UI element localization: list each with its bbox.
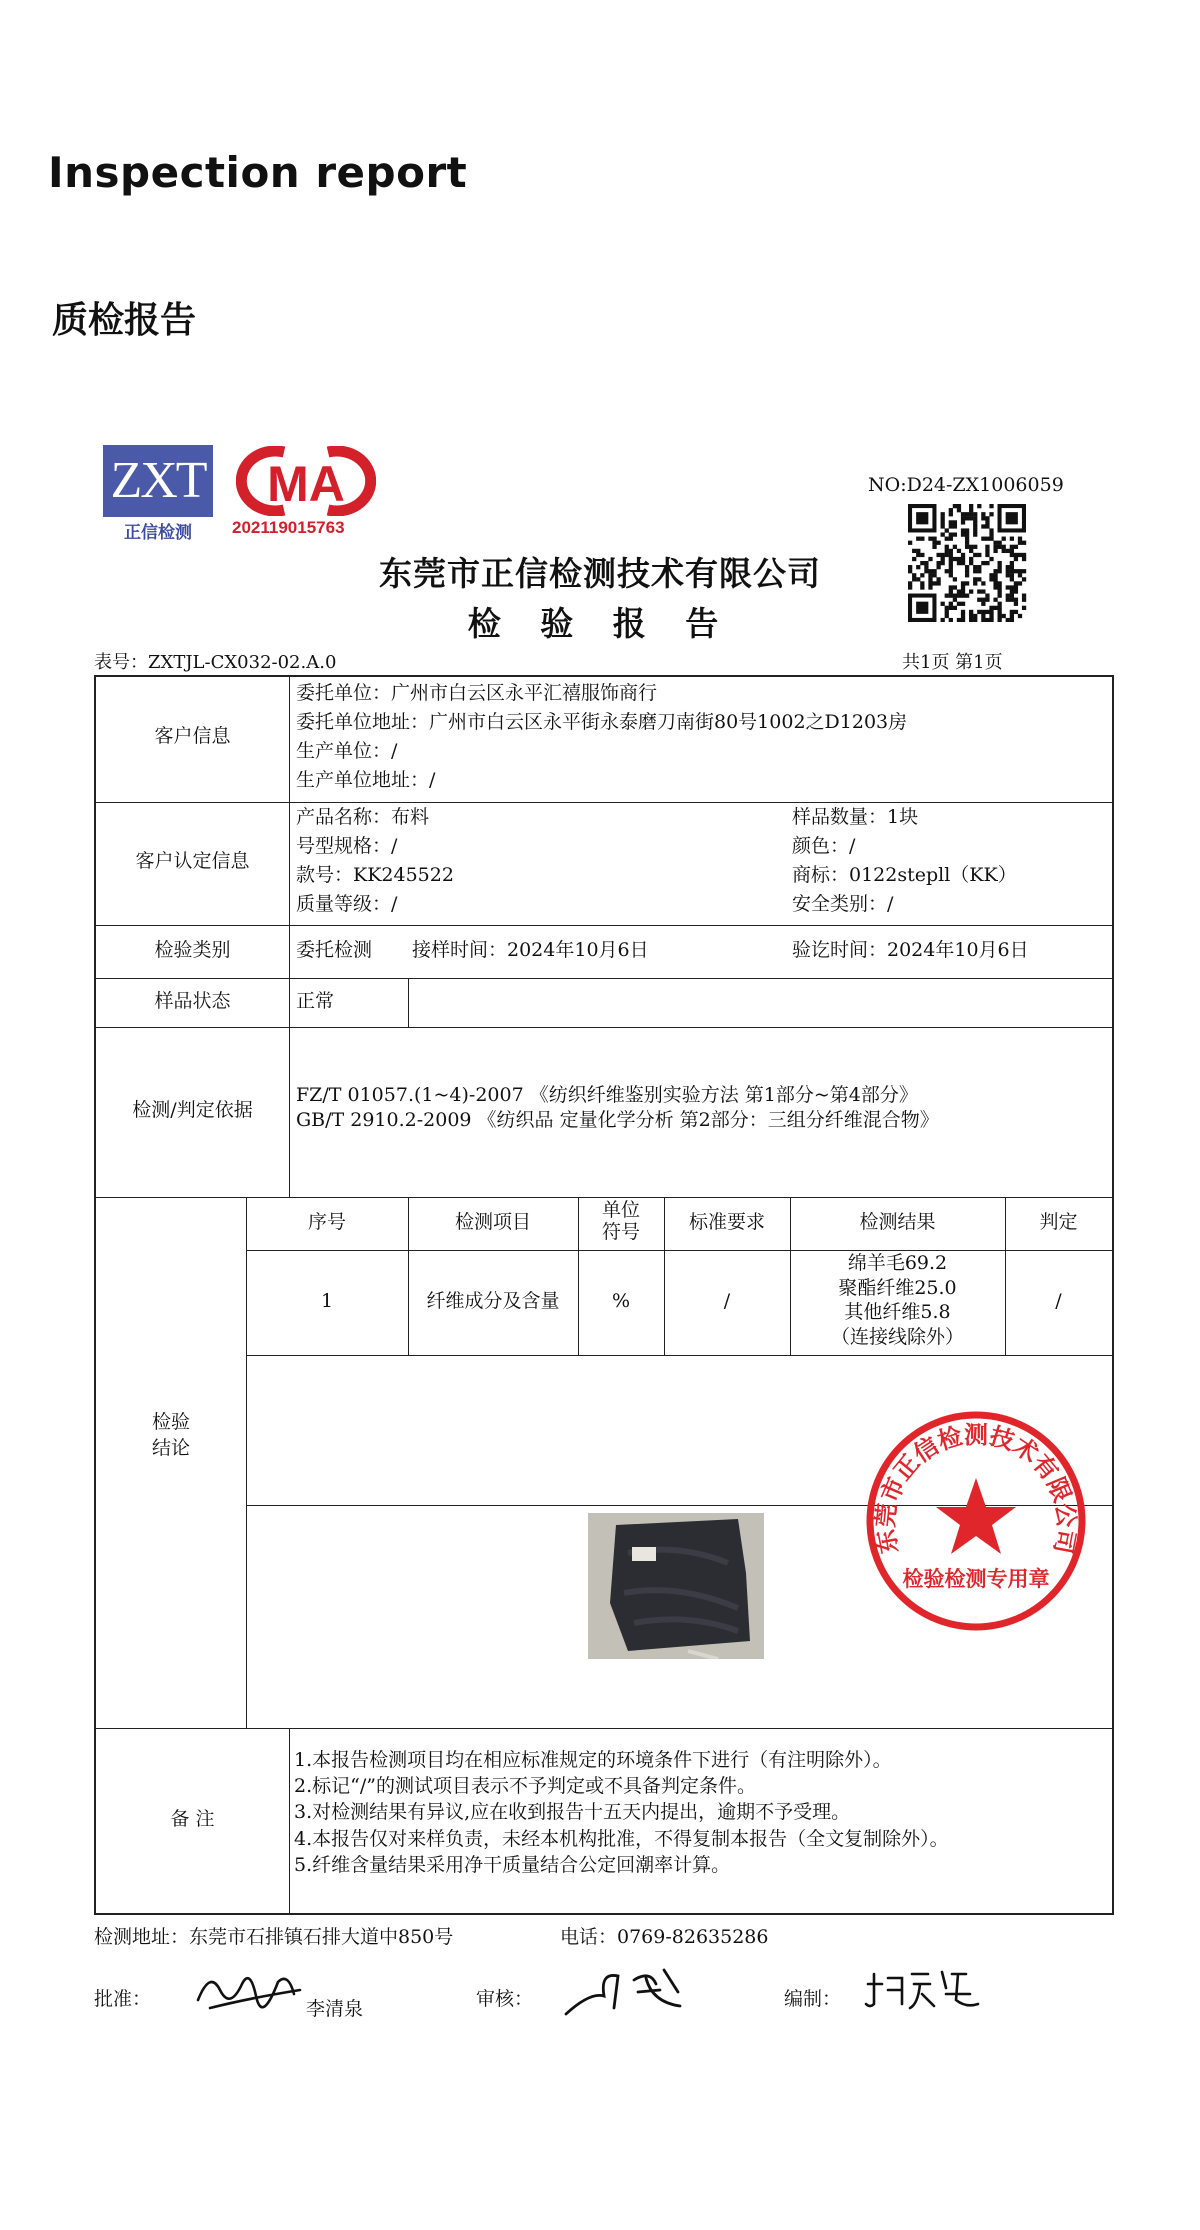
report-number: NO:D24-ZX1006059	[868, 474, 1064, 496]
result-line-3: 其他纤维5.8	[844, 1301, 951, 1324]
product-spec: 号型规格：/	[296, 835, 398, 857]
sample-state: 正常	[296, 990, 335, 1012]
sample-quantity: 样品数量：1块	[792, 806, 919, 828]
row-no: 1	[320, 1290, 334, 1312]
basis-standard-1: FZ/T 01057.(1~4)-2007 《纺织纤维鉴别实验方法 第1部分~第4部分》	[296, 1084, 918, 1106]
header-verdict: 判定	[1039, 1211, 1078, 1233]
inspection-type: 委托检测	[296, 939, 373, 961]
producer-address: 生产单位地址：/	[296, 769, 436, 791]
page-heading-cn: 质检报告	[52, 300, 197, 341]
header-no: 序号	[307, 1211, 346, 1233]
product-info-label: 客户认定信息	[135, 850, 250, 872]
safety-category: 安全类别：/	[792, 893, 894, 915]
zxt-logo-name: 正信检测	[124, 523, 192, 543]
page-info: 共1页 第1页	[902, 652, 1003, 673]
cma-logo	[236, 446, 376, 516]
result-line-2: 聚酯纤维25.0	[838, 1276, 957, 1299]
cma-logo-mark: MA	[267, 456, 345, 512]
page-heading-en: Inspection report	[48, 148, 468, 197]
stamp-ring-text: 东莞市正信检测技术有限公司	[870, 1419, 1082, 1557]
result-line-1: 绵羊毛69.2	[847, 1252, 948, 1274]
product-name: 产品名称：布料	[296, 806, 430, 828]
row-standard: /	[723, 1290, 731, 1312]
remark-item: 2.标记“/”的测试项目表示不予判定或不具备判定条件。	[294, 1775, 756, 1798]
producer: 生产单位：/	[296, 740, 398, 762]
conclusion-label-line2: 结论	[151, 1436, 190, 1459]
basis-label: 检测/判定依据	[132, 1099, 253, 1121]
client-info-label: 客户信息	[154, 725, 231, 747]
stamp-center-text: 检验检测专用章	[902, 1566, 1050, 1591]
form-number: 表号：ZXTJL-CX032-02.A.0	[94, 652, 337, 673]
sample-photo	[588, 1513, 764, 1659]
lab-address: 检测地址：东莞市石排镇石排大道中850号	[94, 1926, 454, 1948]
client-unit: 委托单位：广州市白云区永平汇禧服饰商行	[296, 682, 658, 704]
trademark: 商标：0122stepll（KK）	[792, 864, 1017, 886]
compile-label: 编制：	[784, 1988, 842, 2010]
remark-item: 1.本报告检测项目均在相应标准规定的环境条件下进行（有注明除外）。	[294, 1749, 892, 1771]
remark-item: 5.纤维含量结果采用净干质量结合公定回潮率计算。	[294, 1853, 731, 1876]
remark-item: 4.本报告仅对来样负责，未经本机构批准，不得复制本报告（全文复制除外）。	[294, 1827, 949, 1850]
product-color: 颜色：/	[792, 835, 856, 857]
lab-phone: 电话：0769-82635286	[560, 1926, 769, 1948]
report-title: 检 验 报 告	[467, 604, 733, 643]
remark-item: 3.对检测结果有异议,应在收到报告十五天内提出，逾期不予受理。	[294, 1801, 851, 1824]
header-unit	[578, 1200, 664, 1244]
conclusion-label-line1: 检验	[151, 1411, 190, 1433]
basis-standard-2: GB/T 2910.2-2009 《纺织品 定量化学分析 第2部分：三组分纤维混合物》	[296, 1109, 939, 1131]
header-item: 检测项目	[454, 1211, 531, 1233]
cma-number: 202119015763	[232, 518, 345, 537]
zxt-logo: ZXT	[103, 445, 213, 517]
completed-date: 验讫时间：2024年10月6日	[792, 939, 1029, 961]
remarks-label: 备 注	[170, 1808, 215, 1830]
product-style: 款号：KK245522	[296, 864, 454, 886]
approve-name: 李清泉	[306, 1998, 364, 2020]
review-signature	[560, 1962, 700, 2022]
client-address: 委托单位地址：广州市白云区永平街永泰磨刀南街80号1002之D1203房	[296, 711, 908, 733]
header-standard: 标准要求	[688, 1211, 765, 1233]
report-table	[94, 675, 1114, 1915]
result-line-4: （连接线除外）	[830, 1326, 964, 1349]
remarks-list	[294, 1747, 949, 1878]
inspection-type-label: 检验类别	[154, 939, 231, 961]
official-stamp	[863, 1408, 1089, 1634]
sample-state-label: 样品状态	[154, 990, 231, 1012]
company-name: 东莞市正信检测技术有限公司	[379, 554, 821, 593]
row-item: 纤维成分及含量	[426, 1290, 560, 1312]
product-grade: 质量等级：/	[296, 893, 398, 915]
header-unit-line2: 符号	[601, 1220, 640, 1243]
compile-signature	[862, 1964, 982, 2020]
approve-label: 批准：	[94, 1988, 152, 2010]
conclusion-label	[96, 1410, 246, 1461]
row-verdict: /	[1055, 1290, 1062, 1312]
header-unit-line1: 单位	[601, 1199, 640, 1221]
review-label: 审核：	[476, 1988, 534, 2010]
row-result	[790, 1251, 1005, 1350]
approve-signature	[190, 1960, 310, 2020]
received-date: 接样时间：2024年10月6日	[412, 939, 649, 961]
header-result: 检测结果	[859, 1211, 936, 1233]
row-unit: %	[611, 1290, 631, 1312]
